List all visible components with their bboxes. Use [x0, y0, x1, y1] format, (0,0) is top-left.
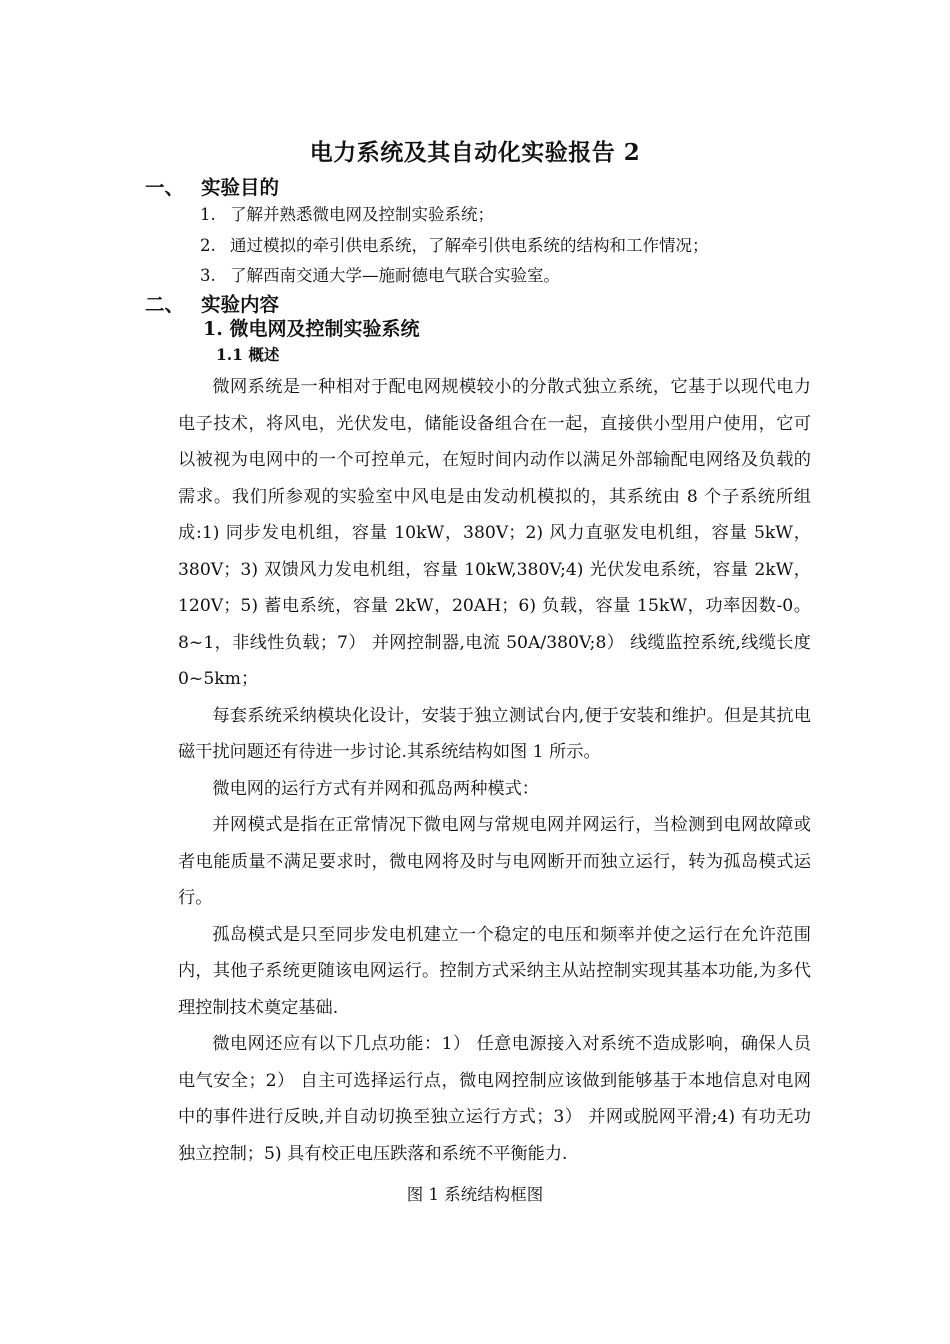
section-heading-2 — [145, 289, 279, 317]
list-item-text: 了解并熟悉微电网及控制实验系统； — [230, 205, 494, 224]
paragraph: 微网系统是一种相对于配电网规模较小的分散式独立系统，它基于以现代电力电子技术，将风电，光伏发电，储能设备组合在一起，直接供小型用户使用，它可以被视为电网中的一个可控单元，在短时间内动作以满足外部输配电网络及负载的需求。我们所参观的实验室中风电是由发动机模拟的，其系统由 8 个子系统所组成:1) 同步发电机组，容量 10kW，380V；2) 风力直驱发电机组，容量 5kW，380V；3) 双馈风力发电机组，容量 10kW,380V;4) 光伏发电系统，容量 2kW，120V；5) 蓄电系统，容量 2kW，20AH；6) 负载，容量 15kW，功率因数-0。8~1，非线性负载；7） 并网控制器,电流 50A/380V;8） 线缆监控系统,线缆长度 0~5km； — [178, 377, 811, 689]
document-title: 电力系统及其自动化实验报告 2 — [309, 139, 641, 166]
section-title: 实验内容 — [201, 293, 280, 316]
subsubsection-heading: 1.1 概述 — [216, 345, 280, 364]
list-item-text: 通过模拟的牵引供电系统，了解牵引供电系统的结构和工作情况； — [230, 236, 709, 255]
paragraph: 微电网还应有以下几点功能：1） 任意电源接入对系统不造成影响，确保人员电气安全；2） 自主可选择运行点，微电网控制应该做到能够基于本地信息对电网中的事件进行反映,并自动切换至独立运行方式；3） 并网或脱网平滑;4) 有功无功独立控制；5) 具有校正电压跌落和系统不平衡能力. — [178, 1034, 811, 1164]
paragraph: 孤岛模式是只至同步发电机建立一个稳定的电压和频率并使之运行在允许范围内，其他子系统更随该电网运行。控制方式采纳主从站控制实现其基本功能,为多代理控制技术奠定基础. — [178, 924, 811, 1018]
list-item — [200, 232, 709, 256]
list-item — [200, 262, 560, 286]
paragraph: 微电网的运行方式有并网和孤岛两种模式： — [212, 778, 539, 799]
section-number: 二、 — [145, 293, 185, 316]
section-title: 实验目的 — [201, 176, 280, 199]
section-number: 一、 — [145, 176, 185, 199]
list-item — [200, 201, 494, 225]
paragraph: 每套系统采纳模块化设计，安装于独立测试台内,便于安装和维护。但是其抗电磁干扰问题还有待进一步讨论.其系统结构如图 1 所示。 — [178, 705, 811, 762]
list-item-number: 1. — [200, 205, 216, 224]
list-item-text: 了解西南交通大学—施耐德电气联合实验室。 — [230, 266, 560, 285]
subsection-heading: 1. 微电网及控制实验系统 — [203, 318, 420, 340]
list-item-number: 3. — [200, 266, 216, 285]
figure-caption: 图 1 系统结构框图 — [406, 1185, 544, 1204]
paragraph: 并网模式是指在正常情况下微电网与常规电网并网运行，当检测到电网故障或者电能质量不满足要求时，微电网将及时与电网断开而独立运行，转为孤岛模式运行。 — [178, 815, 811, 908]
section-heading-1 — [145, 172, 279, 200]
body-text — [178, 369, 811, 1172]
list-item-number: 2. — [200, 236, 216, 255]
